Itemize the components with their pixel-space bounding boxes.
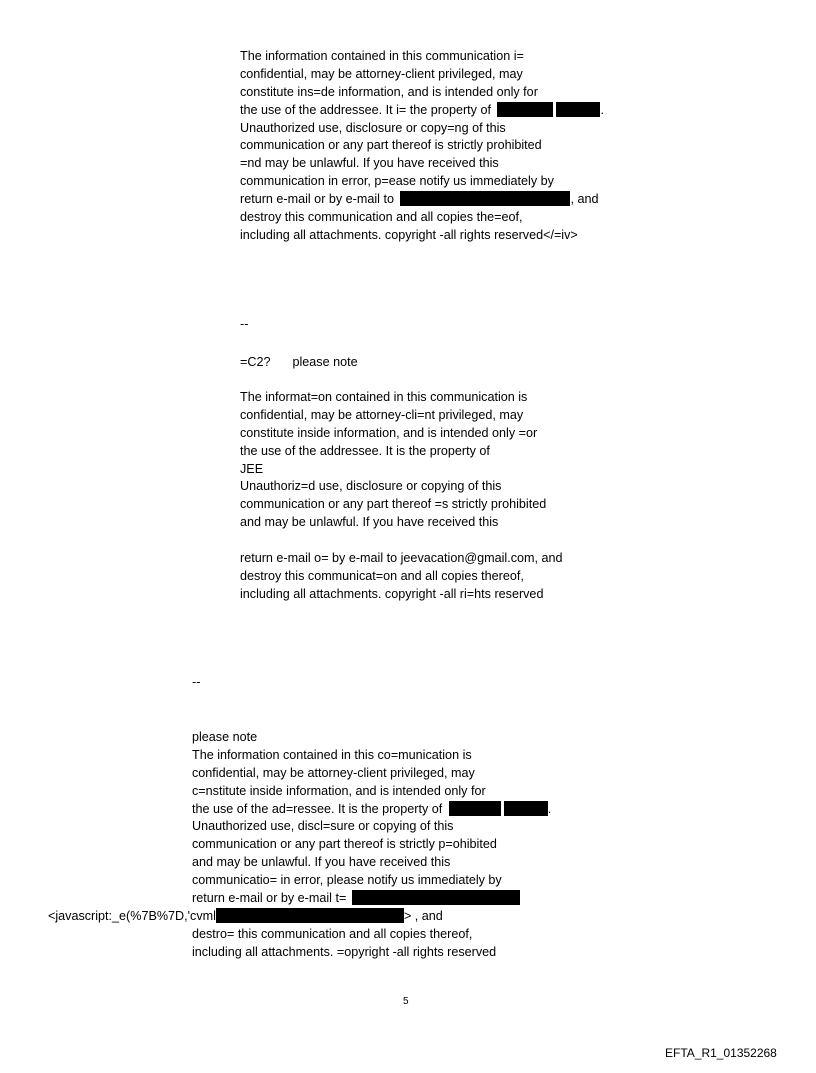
text-line: including all attachments. copyright -all ri=hts reserved <box>240 586 544 601</box>
text-line: destro= this communication and all copies thereof, <box>192 927 473 941</box>
redaction-bar <box>216 908 404 923</box>
text-line: the use of the addressee. It is the property of <box>240 443 490 458</box>
text-line <box>240 191 604 209</box>
text-fragment: the use of the ad=ressee. It is the property of <box>192 801 443 816</box>
text-fragment: <javascript:_e(%7B%7D,'cvml <box>48 909 216 923</box>
javascript-link-line <box>48 908 443 926</box>
disclaimer-block-4 <box>192 729 551 908</box>
text-line: The information contained in this co=munication is <box>192 747 472 762</box>
text-line: including all attachments. copyright -all rights reserved</=iv> <box>240 227 578 242</box>
bates-number: EFTA_R1_01352268 <box>665 1046 777 1060</box>
disclaimer-block-3 <box>240 550 563 604</box>
separator-text: -- <box>240 317 249 331</box>
text-line: please note <box>192 730 258 744</box>
text-line: communication or any part thereof is strictly p=ohibited <box>192 837 497 852</box>
text-line <box>192 801 551 819</box>
disclaimer-block-2 <box>240 389 546 532</box>
please-note-line <box>240 354 358 372</box>
text-line: c=nstitute inside information, and is intended only for <box>192 783 486 798</box>
redaction-bar <box>504 801 548 816</box>
page-number: 5 <box>403 996 409 1007</box>
text-line: constitute inside information, and is intended only =or <box>240 425 538 440</box>
text-line: and may be unlawful. If you have received this <box>240 515 499 530</box>
text-line: constitute ins=de information, and is intended only for <box>240 84 538 99</box>
redaction-bar <box>400 191 570 206</box>
text-line: confidential, may be attorney-client privileged, may <box>240 66 523 81</box>
text-fragment: . <box>600 102 604 117</box>
redaction-bar <box>556 102 600 117</box>
please-note-text: please note <box>292 355 358 369</box>
text-fragment: . <box>547 801 552 816</box>
text-line: The information contained in this communication i= <box>240 49 524 63</box>
text-line: confidential, may be attorney-client privileged, may <box>192 765 475 780</box>
separator-text: -- <box>192 675 201 689</box>
text-fragment: return e-mail or by e-mail to <box>240 192 394 207</box>
text-line: communicatio= in error, please notify us immediately by <box>192 873 502 888</box>
text-line: return e-mail o= by e-mail to jeevacation@gmail.com, and <box>240 551 563 565</box>
redaction-bar <box>449 801 501 816</box>
disclaimer-block-1 <box>240 48 604 245</box>
text-line: communication in error, p=ease notify us immediately by <box>240 174 554 189</box>
text-line: destroy this communication and all copies the=eof, <box>240 210 523 225</box>
encoded-prefix: =C2? <box>240 355 271 369</box>
text-line: destroy this communicat=on and all copies thereof, <box>240 568 524 583</box>
text-fragment: , and <box>570 192 599 207</box>
text-line <box>240 102 604 120</box>
text-fragment: the use of the addressee. It i= the property of <box>240 102 491 117</box>
text-line: Unauthorized use, disclosure or copy=ng of this <box>240 120 506 135</box>
text-line: communication or any part thereof =s strictly prohibited <box>240 497 547 512</box>
text-line: and may be unlawful. If you have received this <box>192 855 451 870</box>
text-line: Unauthoriz=d use, disclosure or copying of this <box>240 479 502 494</box>
text-fragment: return e-mail or by e-mail t= <box>192 891 347 906</box>
text-line: communication or any part thereof is strictly prohibited <box>240 138 542 153</box>
disclaimer-block-5 <box>192 926 496 962</box>
redaction-bar <box>352 890 520 905</box>
text-line: JEE <box>240 461 264 476</box>
text-fragment: > , and <box>403 909 443 923</box>
text-line: The informat=on contained in this communication is <box>240 390 528 404</box>
text-line <box>192 890 551 908</box>
redaction-bar <box>497 102 553 117</box>
text-line: confidential, may be attorney-cli=nt privileged, may <box>240 407 524 422</box>
text-line: =nd may be unlawful. If you have received this <box>240 156 499 171</box>
text-line: Unauthorized use, discl=sure or copying of this <box>192 819 454 834</box>
text-line: including all attachments. =opyright -all rights reserved <box>192 944 497 959</box>
